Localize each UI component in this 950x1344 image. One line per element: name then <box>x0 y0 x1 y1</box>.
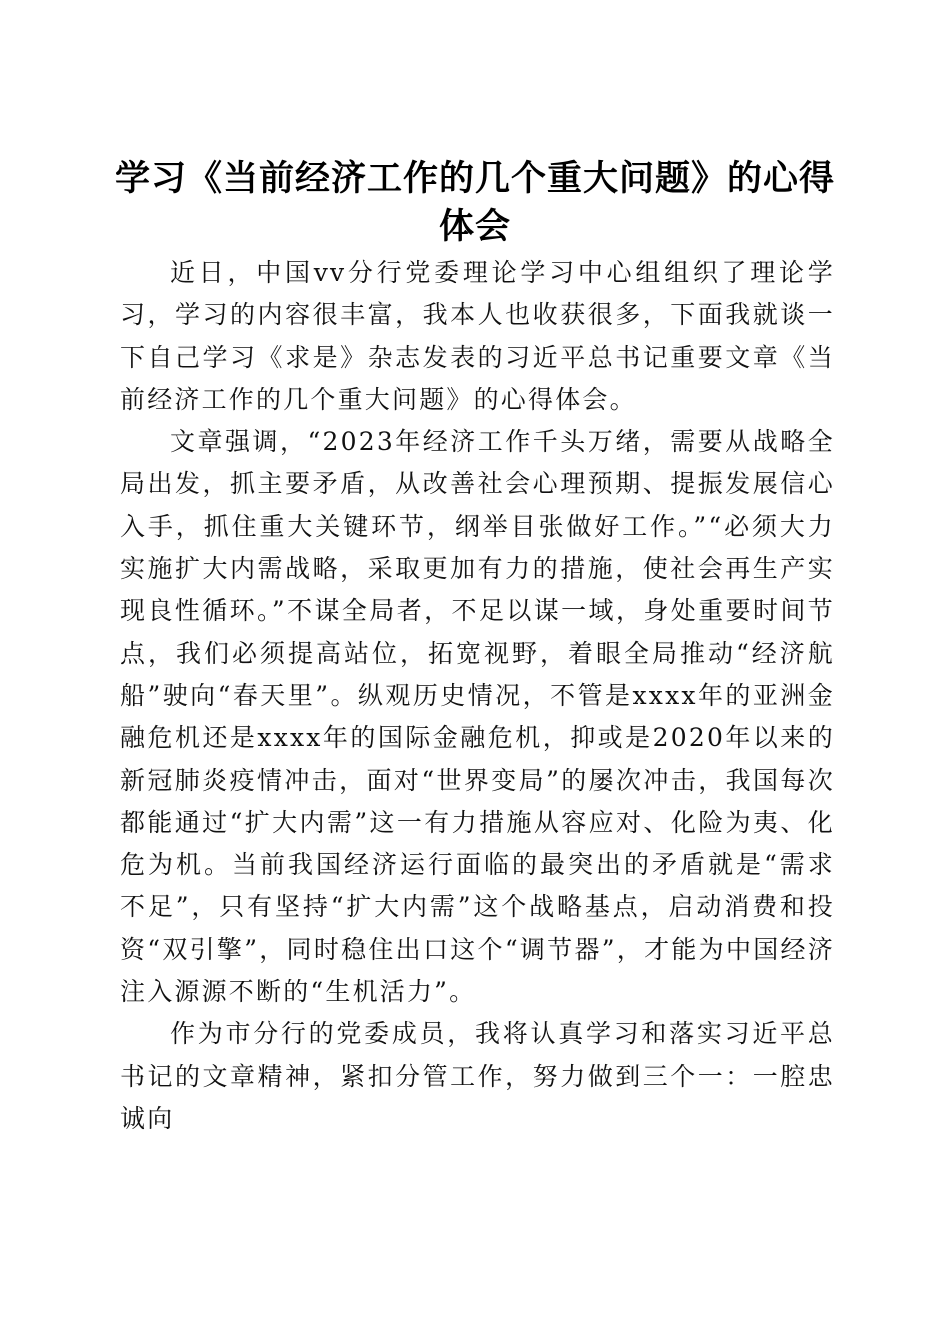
paragraph-article-emphasis: 文章强调，“2023年经济工作千头万绪，需要从战略全局出发，抓主要矛盾，从改善社会心理预期、提振发展信心入手，抓住重大关键环节，纲举目张做好工作。”“必须大力实施扩大内需战略，采取更加有力的措施，使社会再生产实现良性循环。”不谋全局者，不足以谋一域，身处重要时间节点，我们必须提高站位，拓宽视野，着眼全局推动“经济航船”驶向“春天里”。纵观历史情况，不管是xxxx年的亚洲金融危机还是xxxx年的国际金融危机，抑或是2020年以来的新冠肺炎疫情冲击，面对“世界变局”的屡次冲击，我国每次都能通过“扩大内需”这一有力措施从容应对、化险为夷、化危为机。当前我国经济运行面临的最突出的矛盾就是“需求不足”，只有坚持“扩大内需”这个战略基点，启动消费和投资“双引擎”，同时稳住出口这个“调节器”，才能为中国经济注入源源不断的“生机活力”。 <box>120 427 835 1007</box>
document-title <box>100 155 850 251</box>
title-line-2: 体会 <box>438 207 511 248</box>
paragraph-intro: 近日，中国vv分行党委理论学习中心组组织了理论学习，学习的内容很丰富，我本人也收获很多，下面我就谈一下自己学习《求是》杂志发表的习近平总书记重要文章《当前经济工作的几个重大问题》的心得体会。 <box>120 258 835 414</box>
title-line-1: 学习《当前经济工作的几个重大问题》的心得 <box>114 159 835 200</box>
document-body <box>120 252 835 1140</box>
paragraph-commitment: 作为市分行的党委成员，我将认真学习和落实习近平总书记的文章精神，紧扣分管工作，努力做到三个一：一腔忠诚向 <box>120 1019 835 1133</box>
